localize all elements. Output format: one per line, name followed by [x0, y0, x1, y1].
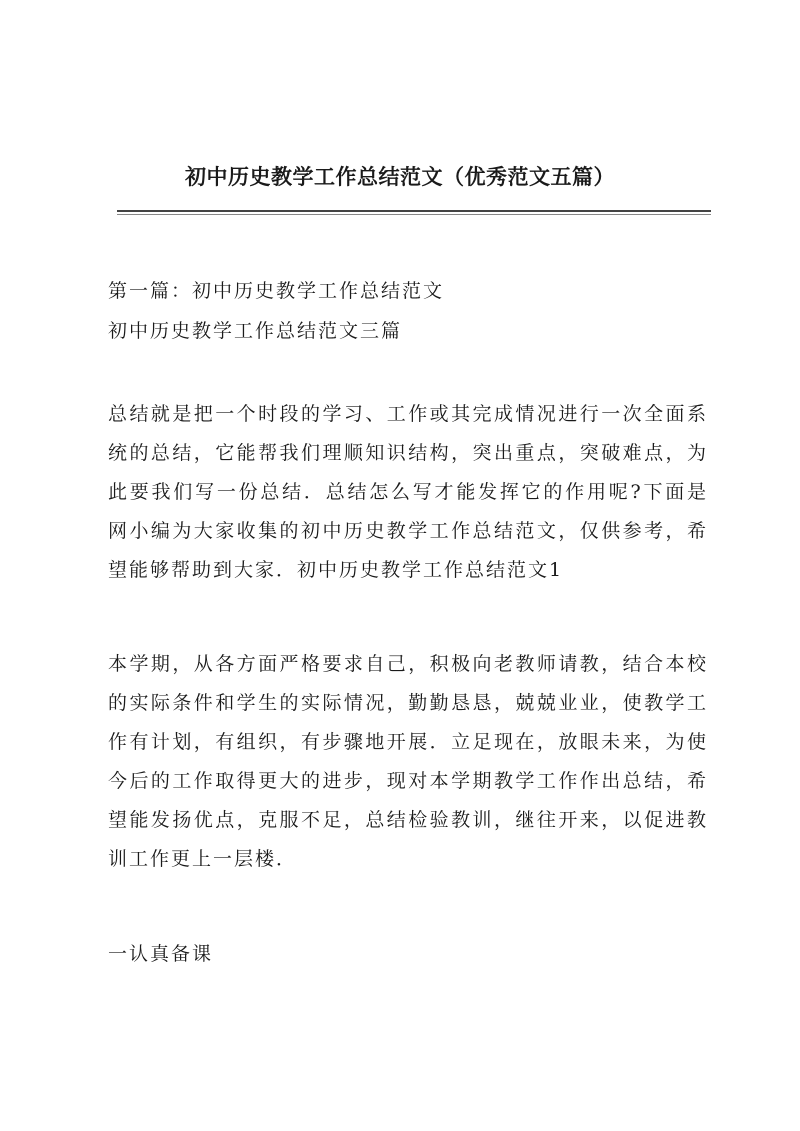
chapter-heading: 第一篇：初中历史教学工作总结范文 — [108, 280, 445, 302]
section-heading: 一认真备课 — [108, 943, 214, 965]
paragraph-semester: 本学期，从各方面严格要求自己，积极向老教师请教，结合本校的实际条件和学生的实际情况，勤勤恳恳，兢兢业业，使教学工作有计划，有组织，有步骤地开展．立足现在，放眼未来，为使今后的工作取得更大的进步，现对本学期教学工作作出总结，希望能发扬优点，克服不足，总结检验教训，继往开来，以促进教训工作更上一层楼． — [108, 653, 708, 870]
document-title: 初中历史教学工作总结范文（优秀范文五篇） — [185, 164, 615, 189]
paragraph-intro: 总结就是把一个时段的学习、工作或其完成情况进行一次全面系统的总结，它能帮我们理顺知识结构，突出重点，突破难点，为此要我们写一份总结．总结怎么写才能发挥它的作用呢?下面是网小编为大家收集的初中历史教学工作总结范文，仅供参考，希望能够帮助到大家．初中历史教学工作总结范文1 — [108, 403, 708, 581]
sub-heading: 初中历史教学工作总结范文三篇 — [108, 320, 403, 342]
title-divider-thin — [117, 214, 711, 215]
title-divider — [117, 210, 711, 212]
